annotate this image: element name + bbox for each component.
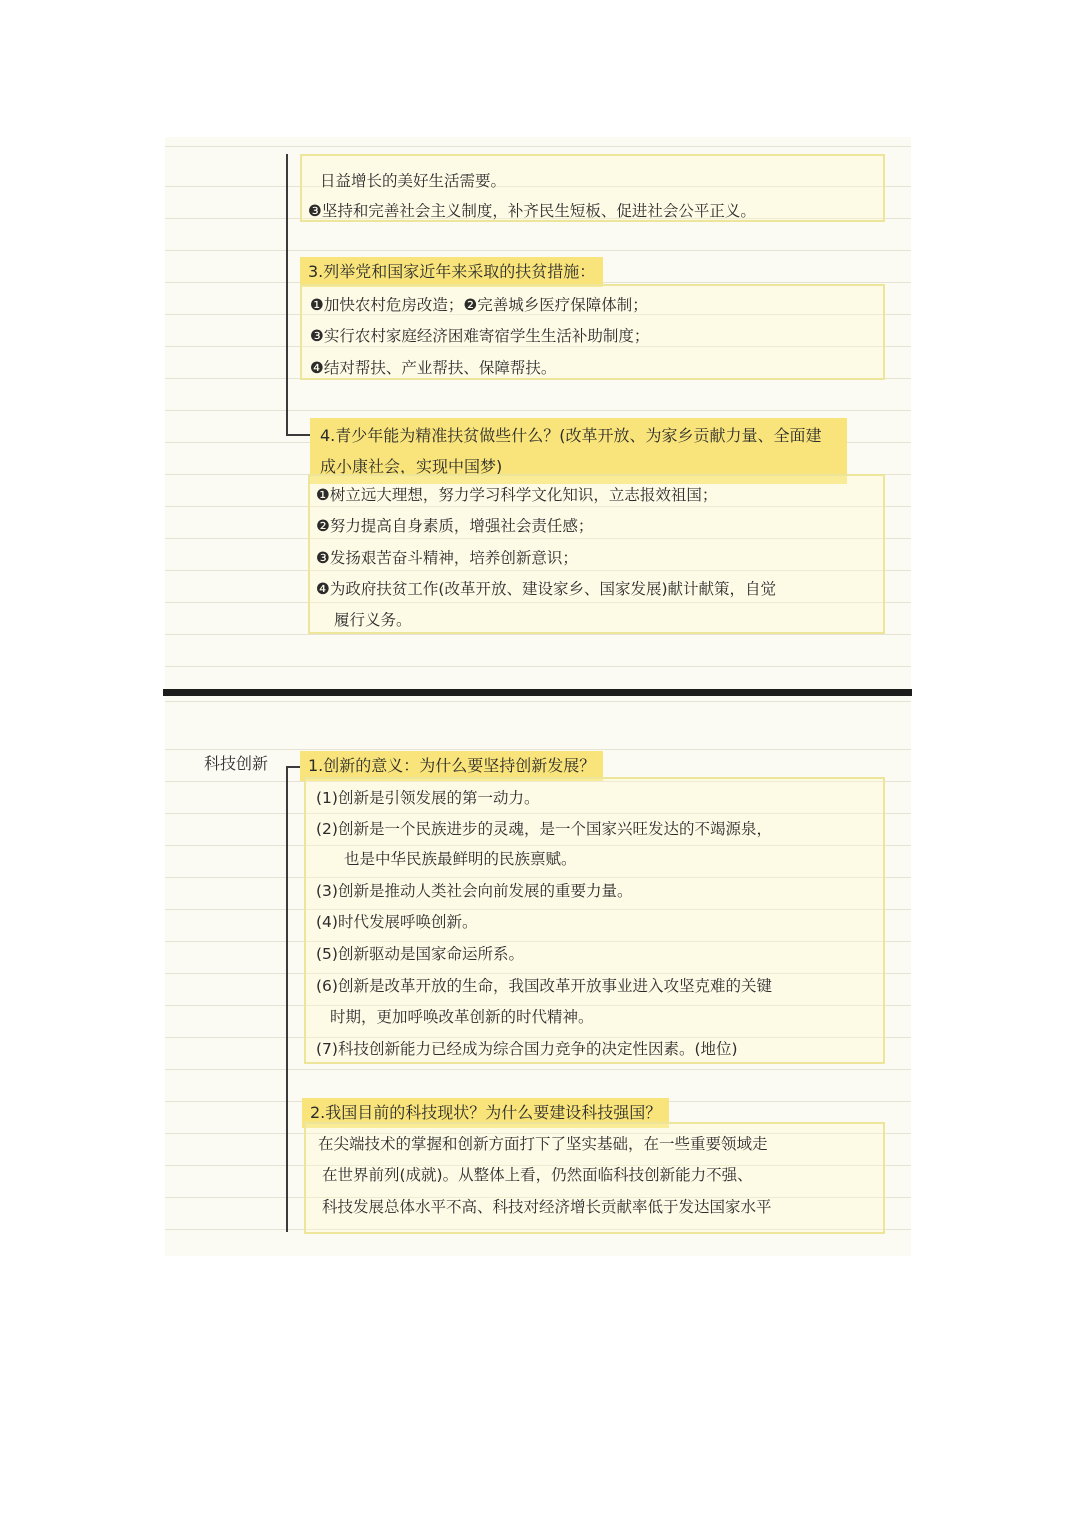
answer-line: (5)创新驱动是国家命运所系。 xyxy=(316,945,524,963)
answer-line: (6)创新是改革开放的生命，我国改革开放事业进入攻坚克难的关键 xyxy=(316,977,772,995)
answer-line: 也是中华民族最鲜明的民族禀赋。 xyxy=(344,850,577,868)
answer-line: ❶树立远大理想，努力学习科学文化知识，立志报效祖国； xyxy=(316,486,718,504)
answer-line: ❸坚持和完善社会主义制度，补齐民生短板、促进社会公平正义。 xyxy=(308,202,756,220)
answer-line: 在尖端技术的掌握和创新方面打下了坚实基础，在一些重要领域走 xyxy=(318,1135,768,1153)
question-2-heading: 2.我国目前的科技现状？为什么要建设科技强国？ xyxy=(302,1098,669,1128)
answer-line: 履行义务。 xyxy=(334,611,412,629)
question-4-heading: 4.青少年能为精准扶贫做些什么？(改革开放、为家乡贡献力量、全面建成小康社会，实现中国梦) xyxy=(310,418,847,484)
page-divider xyxy=(163,689,912,696)
tree-branch-q4 xyxy=(286,434,312,436)
answer-line: (7)科技创新能力已经成为综合国力竞争的决定性因素。(地位) xyxy=(316,1040,738,1058)
answer-line: ❶加快农村危房改造；❷完善城乡医疗保障体制； xyxy=(310,296,648,314)
answer-line: 日益增长的美好生活需要。 xyxy=(320,172,507,190)
answer-line: ❹为政府扶贫工作(改革开放、建设家乡、国家发展)献计献策，自觉 xyxy=(316,580,776,598)
question-1-heading: 1.创新的意义：为什么要坚持创新发展？ xyxy=(300,751,603,781)
question-3-heading: 3.列举党和国家近年来采取的扶贫措施： xyxy=(300,257,603,287)
section-label: 科技创新 xyxy=(204,754,269,773)
answer-line: 时期，更加呼唤改革创新的时代精神。 xyxy=(330,1008,594,1026)
answer-line: 在世界前列(成就)。从整体上看，仍然面临科技创新能力不强、 xyxy=(322,1166,753,1184)
tree-line-bottom xyxy=(286,766,288,1232)
answer-line: 科技发展总体水平不高、科技对经济增长贡献率低于发达国家水平 xyxy=(322,1198,772,1216)
answer-line: ❹结对帮扶、产业帮扶、保障帮扶。 xyxy=(310,359,557,377)
answer-line: (4)时代发展呼唤创新。 xyxy=(316,913,478,931)
answer-line: ❸实行农村家庭经济困难寄宿学生生活补助制度； xyxy=(310,327,650,345)
answer-line: (3)创新是推动人类社会向前发展的重要力量。 xyxy=(316,882,633,900)
answer-line: ❷努力提高自身素质，增强社会责任感； xyxy=(316,517,594,535)
answer-line: (1)创新是引领发展的第一动力。 xyxy=(316,789,540,807)
answer-line: ❸发扬艰苦奋斗精神，培养创新意识； xyxy=(316,549,578,567)
tree-line-top xyxy=(286,154,288,436)
answer-line: (2)创新是一个民族进步的灵魂，是一个国家兴旺发达的不竭源泉， xyxy=(316,820,772,838)
